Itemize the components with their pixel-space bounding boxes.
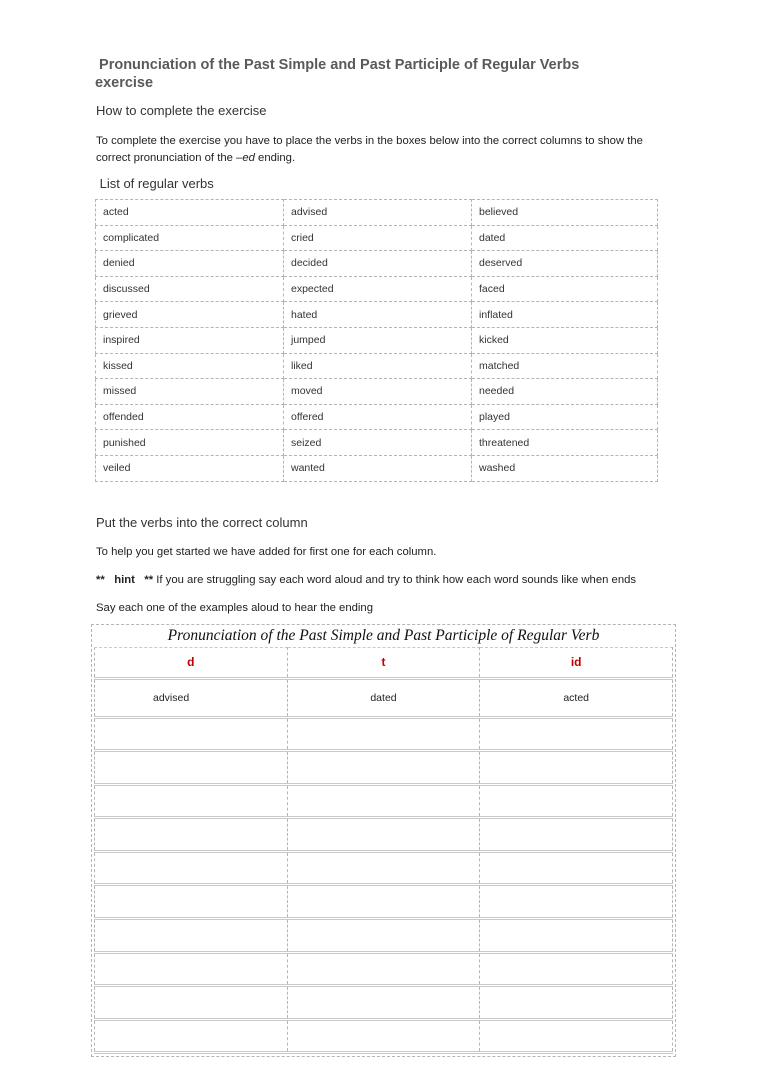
answer-empty-row	[95, 919, 673, 953]
answer-cell[interactable]	[480, 818, 673, 852]
answer-empty-row	[95, 952, 673, 986]
verb-cell: inspired	[96, 327, 284, 353]
hint-line	[96, 572, 676, 589]
verb-list-table	[95, 199, 658, 482]
verb-cell: veiled	[96, 455, 284, 481]
verb-cell: grieved	[96, 302, 284, 328]
answer-cell[interactable]	[95, 919, 288, 953]
verb-cell: jumped	[284, 327, 472, 353]
verb-cell: advised	[284, 200, 472, 226]
verb-row	[96, 276, 658, 302]
answer-cell[interactable]	[480, 1019, 673, 1053]
verb-cell: matched	[472, 353, 658, 379]
verb-row	[96, 327, 658, 353]
answer-cell[interactable]	[480, 986, 673, 1020]
answer-cell[interactable]	[287, 851, 480, 885]
answer-cell[interactable]	[287, 784, 480, 818]
answer-title-row	[95, 625, 673, 647]
answer-empty-row	[95, 851, 673, 885]
answer-cell[interactable]	[480, 885, 673, 919]
example-d: advised	[95, 678, 288, 717]
header-d: d	[95, 647, 288, 678]
verb-cell: discussed	[96, 276, 284, 302]
verb-cell: cried	[284, 225, 472, 251]
answer-cell[interactable]	[480, 952, 673, 986]
list-heading: List of regular verbs	[96, 176, 214, 191]
answer-cell[interactable]	[95, 717, 288, 751]
answer-empty-row	[95, 885, 673, 919]
answer-cell[interactable]	[287, 1019, 480, 1053]
answer-cell[interactable]	[95, 986, 288, 1020]
instructions-text: To complete the exercise you have to place the verbs in the boxes below into the correct columns to show the correct pronunciation of the –	[96, 135, 643, 164]
verb-row	[96, 430, 658, 456]
verb-cell: believed	[472, 200, 658, 226]
verb-row	[96, 225, 658, 251]
answer-cell[interactable]	[95, 885, 288, 919]
answer-header-row	[95, 647, 673, 678]
verb-cell: needed	[472, 379, 658, 405]
verb-cell: punished	[96, 430, 284, 456]
verb-cell: kissed	[96, 353, 284, 379]
answer-cell[interactable]	[95, 1019, 288, 1053]
instructions	[96, 133, 676, 167]
answer-empty-row	[95, 717, 673, 751]
answer-cell[interactable]	[480, 717, 673, 751]
answer-empty-row	[95, 986, 673, 1020]
verb-cell: offended	[96, 404, 284, 430]
verb-cell: inflated	[472, 302, 658, 328]
verb-row	[96, 379, 658, 405]
verb-row	[96, 302, 658, 328]
verb-cell: kicked	[472, 327, 658, 353]
verb-cell: complicated	[96, 225, 284, 251]
verb-cell: missed	[96, 379, 284, 405]
verb-row	[96, 251, 658, 277]
answer-cell[interactable]	[95, 952, 288, 986]
verb-cell: expected	[284, 276, 472, 302]
verb-cell: deserved	[472, 251, 658, 277]
how-heading: How to complete the exercise	[96, 103, 267, 118]
verb-cell: threatened	[472, 430, 658, 456]
answer-cell[interactable]	[287, 818, 480, 852]
verb-cell: decided	[284, 251, 472, 277]
answer-empty-row	[95, 818, 673, 852]
answer-cell[interactable]	[287, 885, 480, 919]
answer-cell[interactable]	[95, 818, 288, 852]
answer-table	[94, 625, 673, 1054]
header-t: t	[287, 647, 480, 678]
answer-cell[interactable]	[95, 851, 288, 885]
answer-cell[interactable]	[480, 784, 673, 818]
page-title: Pronunciation of the Past Simple and Past Participle of Regular Verbs exercise	[95, 57, 580, 91]
verb-row	[96, 455, 658, 481]
verb-cell: wanted	[284, 455, 472, 481]
column-heading: Put the verbs into the correct column	[96, 515, 308, 530]
verb-cell: moved	[284, 379, 472, 405]
answer-cell[interactable]	[480, 851, 673, 885]
answer-cell[interactable]	[95, 784, 288, 818]
answer-cell[interactable]	[287, 751, 480, 785]
verb-cell: liked	[284, 353, 472, 379]
verb-row	[96, 353, 658, 379]
verb-cell: played	[472, 404, 658, 430]
answer-example-row	[95, 678, 673, 717]
verb-cell: dated	[472, 225, 658, 251]
answer-cell[interactable]	[480, 919, 673, 953]
header-id: id	[480, 647, 673, 678]
verb-cell: acted	[96, 200, 284, 226]
answer-empty-row	[95, 1019, 673, 1053]
answer-empty-row	[95, 784, 673, 818]
verb-cell: faced	[472, 276, 658, 302]
answer-cell[interactable]	[95, 751, 288, 785]
example-id: acted	[480, 678, 673, 717]
verb-cell: denied	[96, 251, 284, 277]
say-text: Say each one of the examples aloud to hear the ending	[96, 602, 373, 614]
verb-row	[96, 200, 658, 226]
answer-cell[interactable]	[480, 751, 673, 785]
verb-cell: washed	[472, 455, 658, 481]
answer-cell[interactable]	[287, 986, 480, 1020]
example-t: dated	[287, 678, 480, 717]
answer-table-title: Pronunciation of the Past Simple and Past Participle of Regular Verb	[167, 626, 600, 644]
hint-text: If you are struggling say each word aloud and try to think how each word sounds like when ends	[153, 574, 637, 586]
answer-cell[interactable]	[287, 717, 480, 751]
answer-table-frame	[91, 624, 676, 1057]
answer-cell[interactable]	[287, 919, 480, 953]
help-text: To help you get started we have added for first one for each column.	[96, 546, 437, 558]
verb-cell: offered	[284, 404, 472, 430]
verb-cell: seized	[284, 430, 472, 456]
instructions-text-end: ending.	[254, 152, 296, 164]
answer-cell[interactable]	[287, 952, 480, 986]
answer-empty-row	[95, 751, 673, 785]
instructions-ed: ed	[242, 152, 255, 164]
verb-row	[96, 404, 658, 430]
hint-prefix: ** hint **	[96, 574, 154, 586]
verb-cell: hated	[284, 302, 472, 328]
